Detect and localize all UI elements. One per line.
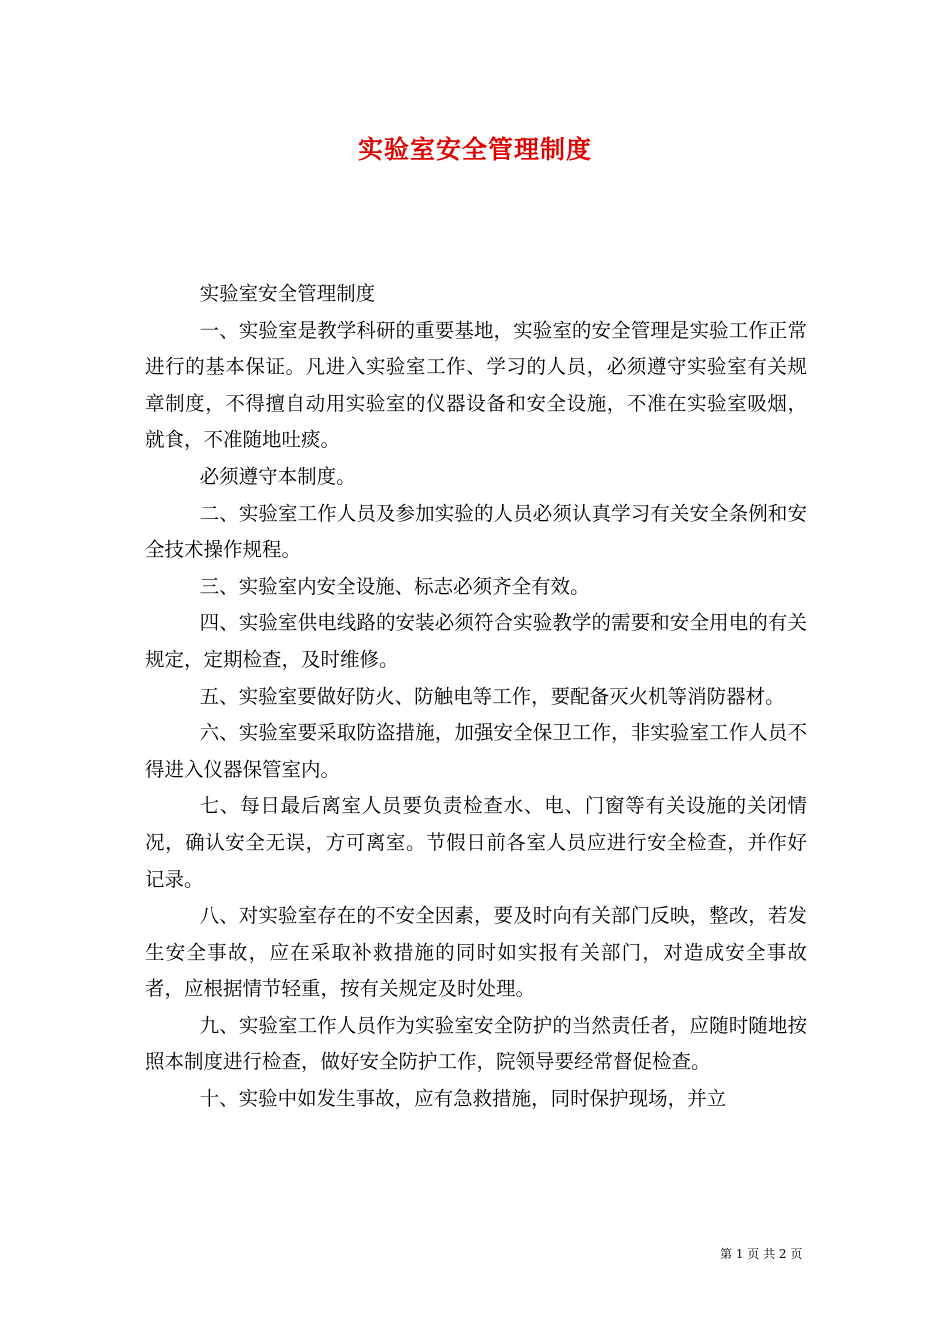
paragraph-9: 九、实验室工作人员作为实验室安全防护的当然责任者，应随时随地按照本制度进行检查，做好安全防护工作，院领导要经常督促检查。 [145,1013,807,1074]
document-body [145,276,807,1118]
paragraph-4: 四、实验室供电线路的安装必须符合实验教学的需要和安全用电的有关规定，定期检查，及时维修。 [145,611,807,671]
paragraph-7: 七、每日最后离室人员要负责检查水、电、门窗等有关设施的关闭情况，确认安全无误，方可离室。节假日前各室人员应进行安全检查，并作好记录。 [145,794,807,891]
page-title: 实验室安全管理制度 [357,135,592,164]
paragraph-10: 十、实验中如发生事故，应有急救措施，同时保护现场，并立 [199,1087,727,1111]
paragraph-note: 必须遵守本制度。 [199,464,356,488]
paragraph-3: 三、实验室内安全设施、标志必须齐全有效。 [199,574,590,598]
paragraph-1: 一、实验室是教学科研的重要基地，实验室的安全管理是实验工作正常进行的基本保证。凡进入实验室工作、学习的人员，必须遵守实验室有关规章制度，不得擅自动用实验室的仪器设备和安全设施，不准在实验室吸烟，就食，不准随地吐痰。 [145,318,807,452]
paragraph-5: 五、实验室要做好防火、防触电等工作，要配备灭火机等消防器材。 [199,684,785,708]
paragraph-8: 八、对实验室存在的不安全因素，要及时向有关部门反映，整改，若发生安全事故，应在采取补救措施的同时如实报有关部门，对造成安全事故者，应根据情节轻重，按有关规定及时处理。 [145,904,807,1001]
paragraph-2: 二、实验室工作人员及参加实验的人员必须认真学习有关安全条例和安全技术操作规程。 [145,501,807,562]
paragraph-heading: 实验室安全管理制度 [199,282,376,305]
page-number-footer: 第 1 页 共 2 页 [720,1247,803,1261]
paragraph-6: 六、实验室要采取防盗措施，加强安全保卫工作，非实验室工作人员不得进入仪器保管室内。 [145,721,807,781]
